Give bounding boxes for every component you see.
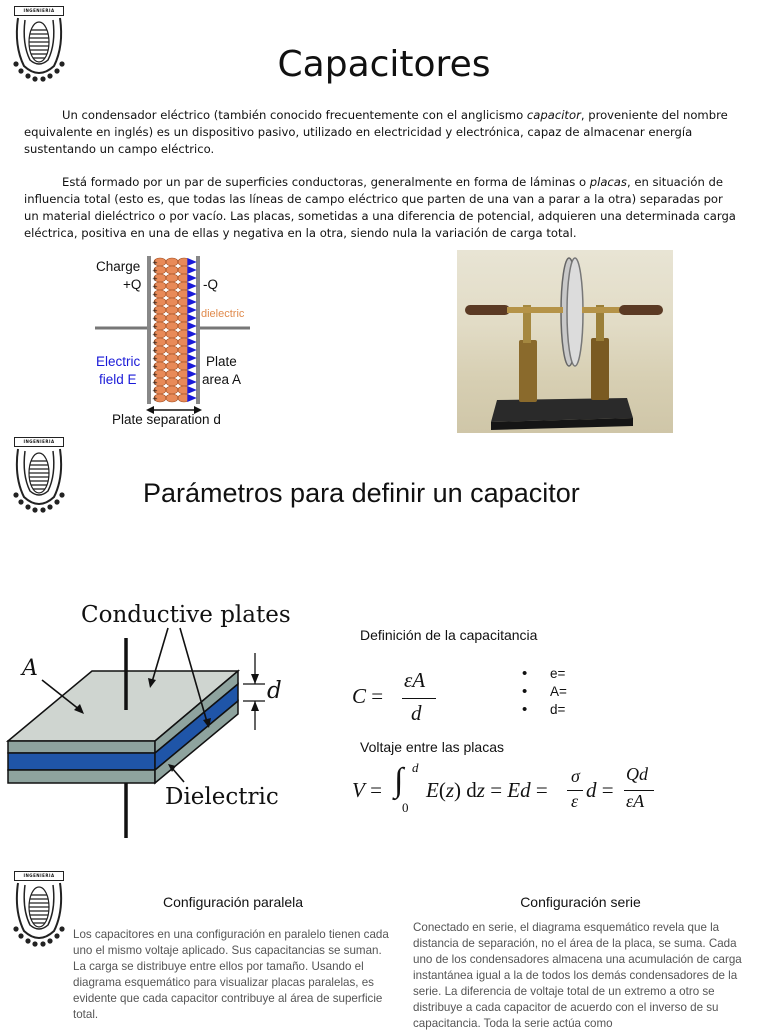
voltage-label: Voltaje entre las placas: [360, 739, 504, 755]
dielectric-dots: [152, 258, 190, 403]
svg-text:+: +: [152, 315, 158, 323]
svg-text:+: +: [152, 355, 158, 363]
electric-label: Electric: [96, 354, 141, 369]
variable-list: [522, 665, 567, 719]
parallel-config-text: Los capacitores en una configuración en paralelo tienen cada uno el mismo voltaje aplicado. Sus capacitancias se suman. La carga se distribuye entre ellos por tamaño. Usando el diagrama esquemático para visualizar placas paralelas, es evidente que cada capacitor contribuye al área de superficie total.: [73, 928, 389, 1021]
svg-text:+: +: [152, 347, 158, 355]
intro-text-b: , proveniente del nombre equivalente en inglés) es un dispositivo pasivo, utilizado en electricidad y electrónica, capaz de almacenar energía sustentando un campo eléctrico.: [24, 108, 728, 156]
parallel-config-title: Configuración paralela: [162, 894, 304, 910]
intro-text-a: Un condensador eléctrico (también conocido frecuentemente con el anglicismo: [62, 108, 527, 122]
svg-text:+: +: [152, 259, 158, 267]
capacitor-diagram-icon: [90, 254, 255, 434]
svg-text:+: +: [152, 387, 158, 395]
intro-text-em: capacitor: [526, 108, 581, 122]
logo: [10, 437, 68, 515]
logo-label: INGENIERIA: [14, 437, 64, 447]
capacitor-photo-image: [457, 250, 673, 433]
plate-area-label: area A: [202, 372, 242, 387]
logo-label: INGENIERIA: [14, 6, 64, 16]
structure-text-b: , en situación de influencia total (esto es, que todas las líneas de campo eléctrico que parten de una van a parar a la otra) separadas por un material dieléctrico o por vacío. Las placas, sometidas a una diferencia de potencial, adquieren una determinada carga eléctrica, positiva en una de ellas y negativa en la otra, siendo nula la variación de carga total.: [24, 175, 736, 240]
structure-text-a: Está formado por un par de superficies conductoras, generalmente en forma de láminas o: [62, 175, 590, 189]
area-a-label: A: [22, 656, 38, 681]
logo-emblem-icon: [10, 871, 68, 949]
distance-d-label: d: [267, 678, 282, 704]
dielectric-label: Dielectric: [165, 784, 279, 810]
svg-text:+: +: [152, 379, 158, 387]
svg-text:+: +: [152, 339, 158, 347]
plate-label: Plate: [206, 354, 237, 369]
page-title: Capacitores: [277, 44, 491, 85]
svg-text:+: +: [152, 299, 158, 307]
field-e-label: field E: [99, 372, 137, 387]
svg-text:+: +: [152, 323, 158, 331]
svg-text:+: +: [152, 395, 158, 403]
capacitance-formula: C = εA d: [352, 668, 452, 732]
svg-text:+: +: [152, 371, 158, 379]
series-config-title: Configuración serie: [520, 894, 641, 910]
logo: [10, 871, 68, 949]
conductive-plates-label: Conductive plates: [81, 602, 291, 628]
svg-text:+: +: [152, 267, 158, 275]
svg-text:+: +: [152, 283, 158, 291]
voltage-formula: V = ∫ d 0 E(z) dz = Ed = σ ε d = Qd εA: [352, 758, 672, 818]
section-title-parameters: Parámetros para definir un capacitor: [143, 478, 580, 508]
list-item: • e=: [522, 665, 567, 683]
list-item: • A=: [522, 683, 567, 701]
structure-text-em: placas: [589, 175, 627, 189]
minus-q-label: -Q: [203, 277, 218, 292]
plus-q-label: +Q: [123, 277, 142, 292]
dielectric-label: dielectric: [201, 308, 245, 320]
series-config-text: Conectado en serie, el diagrama esquemático revela que la distancia de separación, no el área de la placa, se suma. Cada uno de los condensadores almacena una acumulación de carga instantánea igual a la de todos los demás condensadores de la serie. La diferencia de voltaje total de un extremo a otro se distribuye a cada capacitor de acuerdo con el inverso de su capacitancia. Toda la serie actúa como: [413, 921, 742, 1030]
svg-text:+: +: [152, 275, 158, 283]
capacitor-photo: [457, 250, 673, 433]
svg-text:+: +: [152, 363, 158, 371]
list-item: • d=: [522, 701, 567, 719]
charge-label: Charge: [96, 259, 141, 274]
logo-emblem-icon: [10, 437, 68, 515]
capacitor-figure: [90, 254, 255, 434]
field-arrows: [188, 259, 195, 401]
svg-text:+: +: [152, 307, 158, 315]
svg-text:+: +: [152, 331, 158, 339]
intro-paragraph: [24, 107, 736, 158]
svg-text:+: +: [152, 291, 158, 299]
logo-label: INGENIERIA: [14, 871, 64, 881]
plate-separation-label: Plate separation d: [112, 412, 221, 427]
capacitance-definition-label: Definición de la capacitancia: [360, 627, 538, 643]
parallel-plate-diagram: [0, 598, 310, 843]
structure-paragraph: [24, 174, 736, 242]
